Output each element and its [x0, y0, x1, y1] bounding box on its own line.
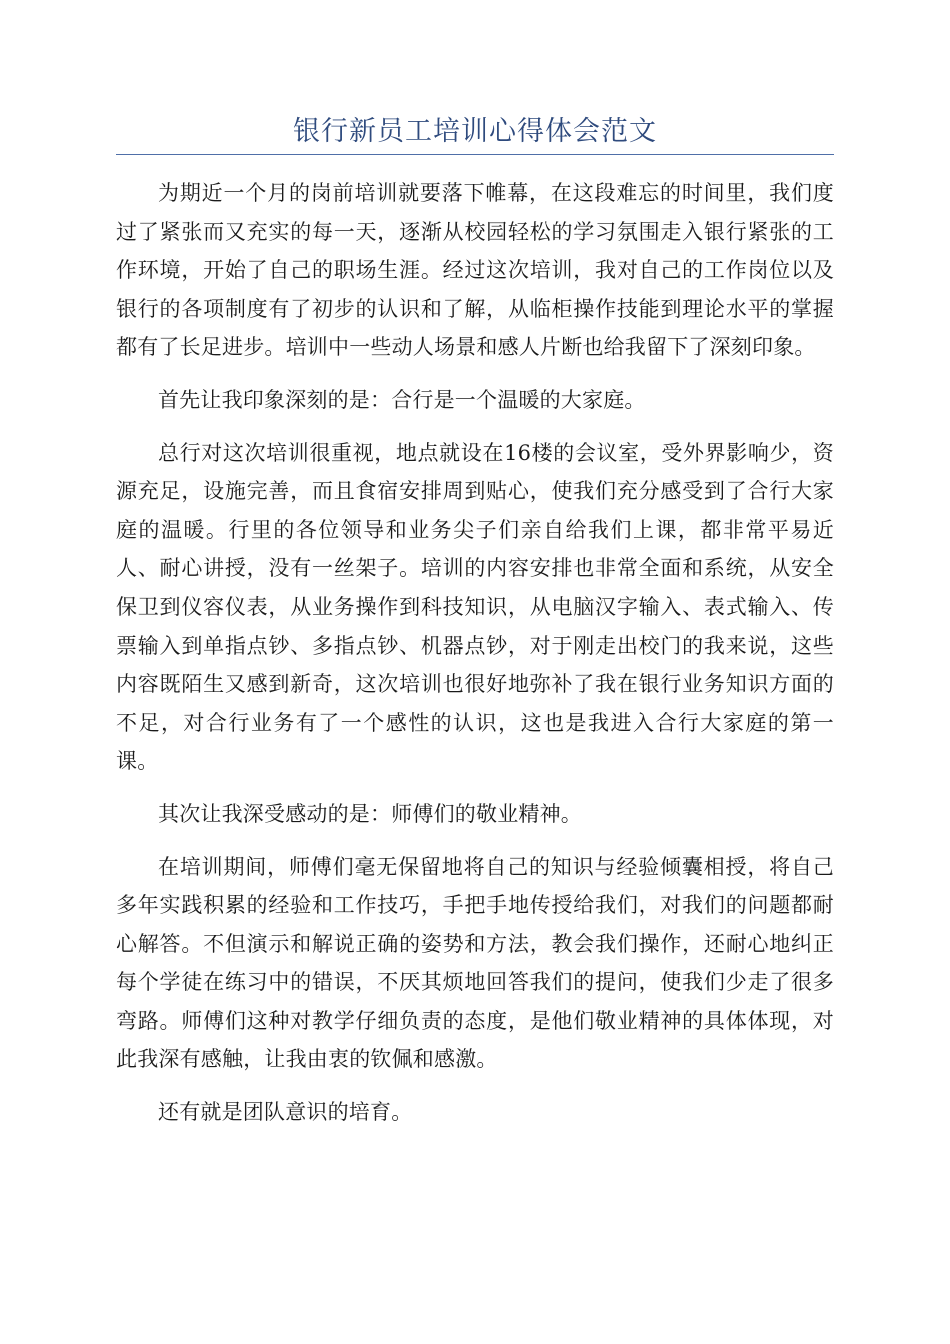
title-underline [116, 154, 834, 155]
paragraph-3: 总行对这次培训很重视，地点就设在16楼的会议室，受外界影响少，资源充足，设施完善，而且食宿安排周到贴心，使我们充分感受到了合行大家庭的温暖。行里的各位领导和业务尖子们亲自给我们上课，都非常平易近人、耐心讲授，没有一丝架子。培训的内容安排也非常全面和系统，从安全保卫到仪容仪表，从业务操作到科技知识，从电脑汉字输入、表式输入、传票输入到单指点钞、多指点钞、机器点钞，对于刚走出校门的我来说，这些内容既陌生又感到新奇，这次培训也很好地弥补了我在银行业务知识方面的不足，对合行业务有了一个感性的认识，这也是我进入合行大家庭的第一课。 [116, 440, 834, 774]
paragraph-6: 还有就是团队意识的培育。 [158, 1100, 413, 1125]
paragraph-5: 在培训期间，师傅们毫无保留地将自己的知识与经验倾囊相授，将自己多年实践积累的经验和工作技巧，手把手地传授给我们，对我们的问题都耐心解答。不但演示和解说正确的姿势和方法，教会我们操作，还耐心地纠正每个学徒在练习中的错误，不厌其烦地回答我们的提问，使我们少走了很多弯路。师傅们这种对教学仔细负责的态度，是他们敬业精神的具体体现，对此我深有感触，让我由衷的钦佩和感激。 [116, 854, 834, 1072]
paragraph-4: 其次让我深受感动的是：师傅们的敬业精神。 [158, 801, 582, 826]
document-body [116, 174, 834, 1146]
document-title: 银行新员工培训心得体会范文 [293, 116, 657, 147]
paragraph-1: 为期近一个月的岗前培训就要落下帷幕，在这段难忘的时间里，我们度过了紧张而又充实的每一天，逐渐从校园轻松的学习氛围走入银行紧张的工作环境，开始了自己的职场生涯。经过这次培训，我对自己的工作岗位以及银行的各项制度有了初步的认识和了解，从临柜操作技能到理论水平的掌握都有了长足进步。培训中一些动人场景和感人片断也给我留下了深刻印象。 [116, 181, 834, 360]
paragraph-2: 首先让我印象深刻的是：合行是一个温暖的大家庭。 [158, 387, 646, 412]
